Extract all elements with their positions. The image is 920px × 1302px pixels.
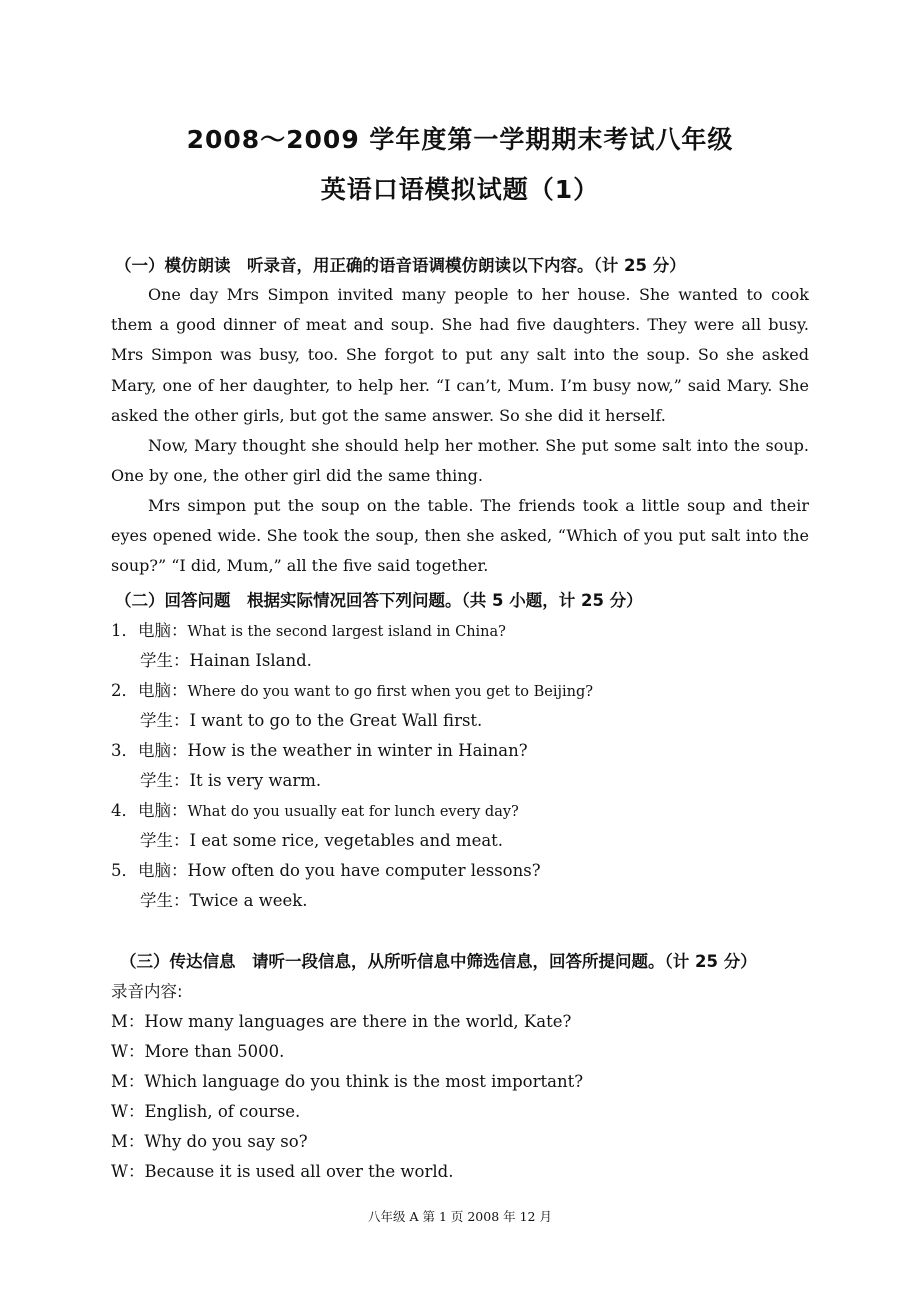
speaker: W：: [111, 1162, 145, 1181]
answer-4: [140, 827, 503, 851]
question-text: What do you usually eat for lunch every day?: [187, 804, 519, 820]
dialogue-line-1: [111, 1008, 571, 1032]
question-number: 4．: [111, 801, 138, 820]
speaker: M：: [111, 1072, 145, 1091]
computer-label: 电脑：: [138, 801, 188, 820]
section1-paragraph-2: Now, Mary thought she should help her mother. She put some salt into the soup. One by one, the other girl did the same thing.: [111, 436, 809, 486]
section1-paragraph-1: One day Mrs Simpon invited many people to her house. She wanted to cook them a good dinner of meat and soup. She had five daughters. They were all busy. Mrs Simpon was busy, too. She forgot to put any salt into the soup. So she asked Mary, one of her daughter, to help her. “I can’t, Mum. I’m busy now,” said Mary. She asked the other girls, but got the same answer. So she did it herself.: [111, 285, 809, 425]
question-number: 5．: [111, 861, 138, 880]
recording-intro: 录音内容:: [111, 982, 183, 1001]
section1-paragraph-3: Mrs simpon put the soup on the table. The friends took a little soup and their eyes opened wide. She took the soup, then she asked, “Which of you put salt into the soup?” “I did, Mum,” all the five said together.: [111, 496, 809, 576]
speaker: W：: [111, 1042, 145, 1061]
dialogue-text: More than 5000.: [144, 1042, 285, 1061]
computer-label: 电脑：: [138, 621, 188, 640]
computer-label: 电脑：: [138, 741, 188, 760]
question-number: 1．: [111, 621, 138, 640]
title-line-2: 英语口语模拟试题（1）: [320, 175, 600, 204]
speaker: W：: [111, 1102, 145, 1121]
question-number: 3．: [111, 741, 138, 760]
dialogue-text: How many languages are there in the world, Kate?: [144, 1012, 572, 1031]
student-label: 学生：: [140, 651, 190, 670]
speaker: M：: [111, 1132, 145, 1151]
student-label: 学生：: [140, 831, 190, 850]
dialogue-line-5: [111, 1128, 308, 1152]
answer-text: I want to go to the Great Wall first.: [189, 711, 483, 730]
question-1: [111, 617, 506, 641]
question-4: [111, 797, 519, 821]
question-2: [111, 677, 593, 701]
answer-1: [140, 647, 312, 671]
question-number: 2．: [111, 681, 138, 700]
speaker: M：: [111, 1012, 145, 1031]
answer-5: [140, 887, 308, 911]
dialogue-text: Because it is used all over the world.: [144, 1162, 454, 1181]
answer-text: It is very warm.: [189, 771, 322, 790]
computer-label: 电脑：: [138, 681, 188, 700]
title-line-1: 2008～2009 学年度第一学期期末考试八年级: [186, 125, 734, 154]
dialogue-line-3: [111, 1068, 583, 1092]
answer-text: Hainan Island.: [189, 651, 312, 670]
section1-heading: （一）模仿朗读 听录音，用正确的语音语调模仿朗读以下内容。（计 25 分）: [115, 256, 686, 275]
question-text: Where do you want to go first when you get to Beijing?: [187, 684, 594, 700]
page-footer: 八年级 A 第 1 页 2008 年 12 月: [368, 1209, 552, 1224]
question-text: How is the weather in winter in Hainan?: [187, 741, 528, 760]
answer-text: Twice a week.: [189, 891, 308, 910]
question-3: [111, 737, 528, 761]
answer-2: [140, 707, 482, 731]
question-text: How often do you have computer lessons?: [187, 861, 541, 880]
dialogue-line-2: [111, 1038, 284, 1062]
student-label: 学生：: [140, 891, 190, 910]
section2-heading: （二）回答问题 根据实际情况回答下列问题。（共 5 小题，计 25 分）: [115, 591, 643, 610]
student-label: 学生：: [140, 711, 190, 730]
question-text: What is the second largest island in China?: [187, 624, 506, 640]
question-5: [111, 857, 541, 881]
answer-3: [140, 767, 321, 791]
dialogue-text: English, of course.: [144, 1102, 301, 1121]
computer-label: 电脑：: [138, 861, 188, 880]
dialogue-line-6: [111, 1158, 453, 1182]
answer-text: I eat some rice, vegetables and meat.: [189, 831, 504, 850]
dialogue-text: Which language do you think is the most important?: [144, 1072, 584, 1091]
dialogue-text: Why do you say so?: [144, 1132, 308, 1151]
section3-heading: （三）传达信息 请听一段信息，从所听信息中筛选信息，回答所提问题。（计 25 分）: [120, 952, 757, 971]
dialogue-line-4: [111, 1098, 300, 1122]
student-label: 学生：: [140, 771, 190, 790]
